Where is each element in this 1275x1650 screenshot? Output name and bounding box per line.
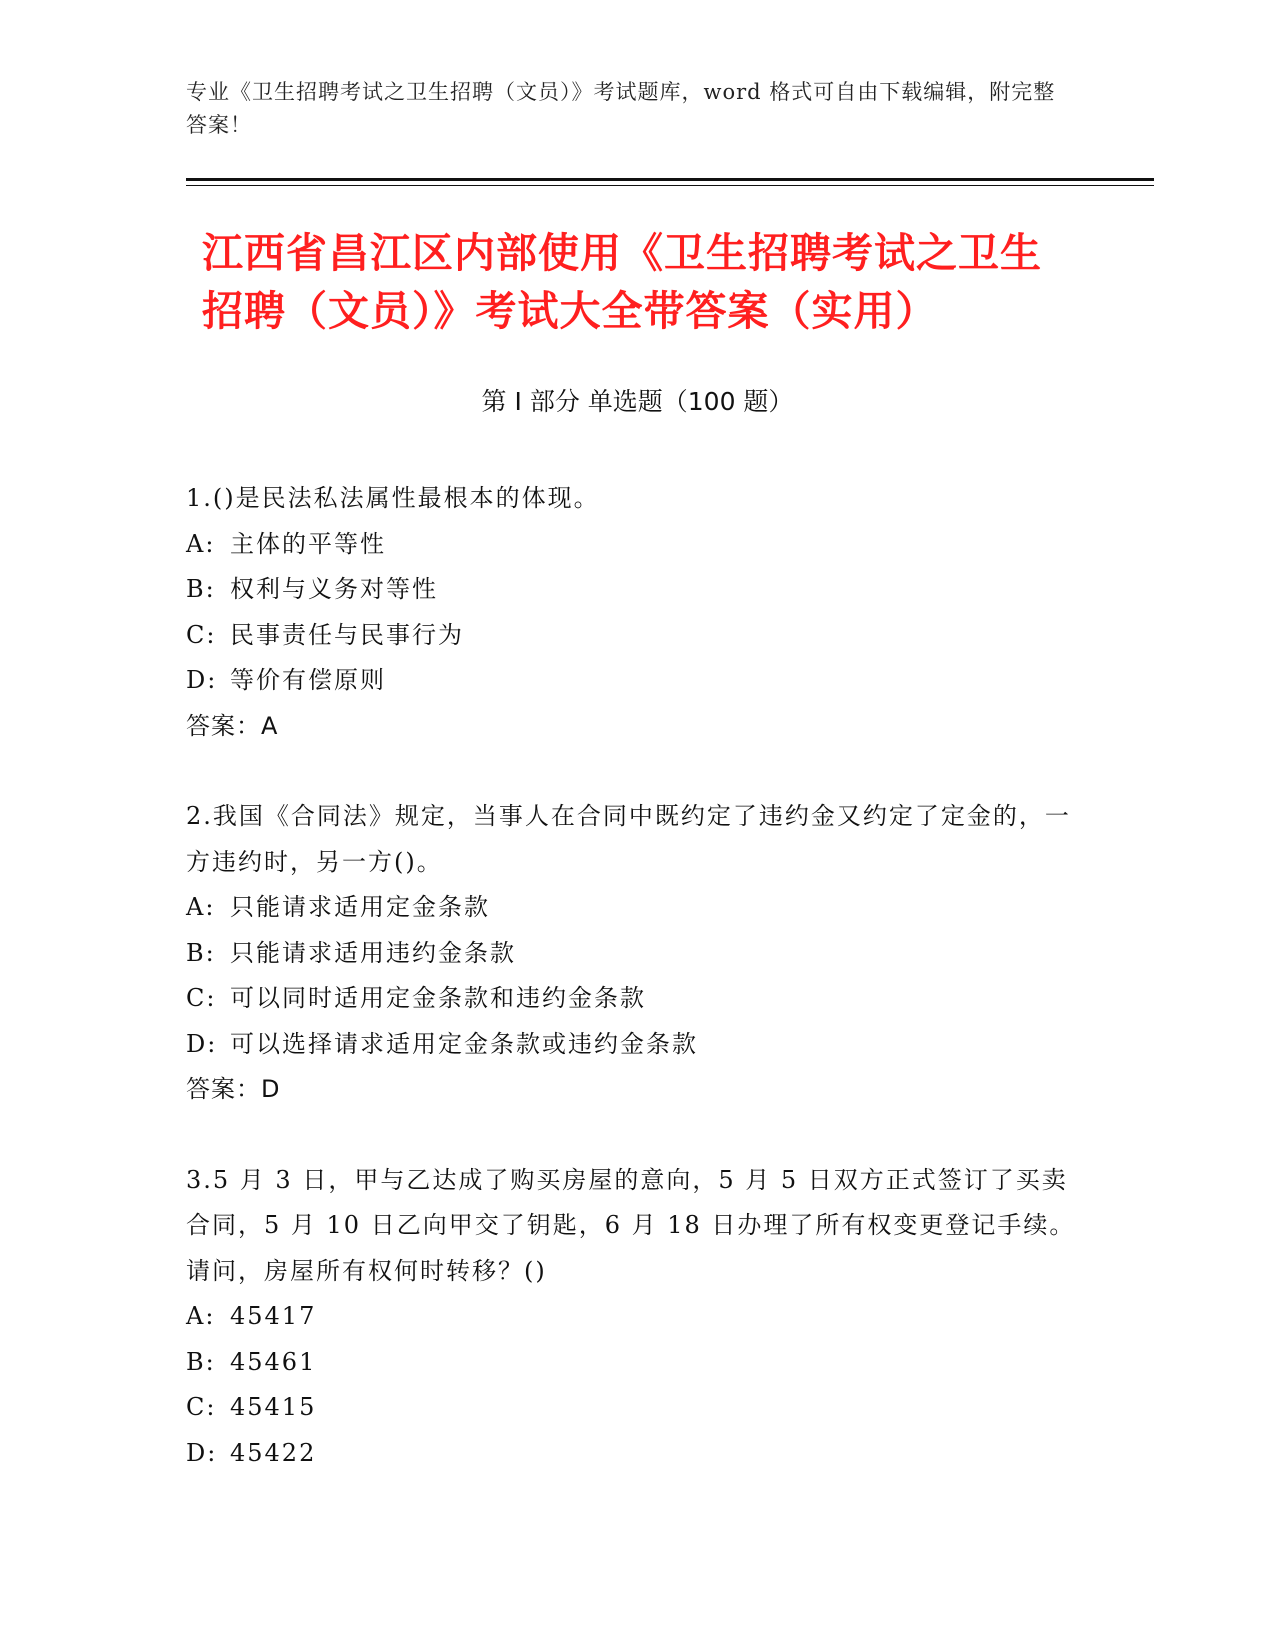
option-letter: B: <box>186 938 216 967</box>
question-list <box>186 476 1086 1521</box>
option-text: 等价有偿原则 <box>230 666 386 694</box>
option-letter: C: <box>186 984 217 1012</box>
option-d <box>186 658 1086 704</box>
option-a <box>186 1294 1086 1340</box>
option-letter: D: <box>186 1029 218 1058</box>
option-text: 45417 <box>230 1302 317 1330</box>
option-b <box>186 567 1086 613</box>
question-3 <box>186 1158 1086 1477</box>
option-c <box>186 613 1086 659</box>
option-letter: A: <box>186 893 216 921</box>
option-text: 45422 <box>230 1438 317 1467</box>
option-text: 主体的平等性 <box>230 529 386 558</box>
header-divider-thick <box>186 178 1154 181</box>
question-stem: 2.我国《合同法》规定，当事人在合同中既约定了违约金又约定了定金的，一方违约时，另一方()。 <box>186 802 1071 876</box>
document-title: 江西省昌江区内部使用《卫生招聘考试之卫生招聘（文员）》考试大全带答案（实用） <box>202 229 1042 335</box>
option-text: 45415 <box>230 1393 317 1421</box>
option-letter: B: <box>186 575 216 603</box>
option-b <box>186 1340 1086 1386</box>
option-letter: A: <box>186 529 216 558</box>
header-note: 专业《卫生招聘考试之卫生招聘（文员）》考试题库，word 格式可自由下载编辑，附完整答案！ <box>186 80 1056 137</box>
section-heading: 第 I 部分 单选题（100 题） <box>481 387 794 416</box>
option-b <box>186 931 1086 977</box>
question-1 <box>186 476 1086 749</box>
option-d <box>186 1431 1086 1477</box>
option-letter: B: <box>186 1347 216 1376</box>
option-c <box>186 1385 1086 1431</box>
answer-line: 答案：D <box>186 1075 281 1103</box>
header-divider-thin <box>186 185 1154 186</box>
option-letter: D: <box>186 666 218 694</box>
option-text: 只能请求适用违约金条款 <box>230 938 516 967</box>
option-letter: C: <box>186 1393 217 1421</box>
option-text: 权利与义务对等性 <box>230 575 438 603</box>
answer-line: 答案：A <box>186 711 279 740</box>
option-text: 可以同时适用定金条款和违约金条款 <box>230 984 646 1012</box>
option-letter: D: <box>186 1438 218 1467</box>
option-text: 45461 <box>230 1347 317 1376</box>
question-stem: 3.5 月 3 日，甲与乙达成了购买房屋的意向，5 月 5 日双方正式签订了买卖合同，5 月 10 日乙向甲交了钥匙，6 月 18 日办理了所有权变更登记手续。请问，房屋所有权何时转移？() <box>186 1165 1076 1285</box>
question-2 <box>186 794 1086 1113</box>
option-text: 可以选择请求适用定金条款或违约金条款 <box>230 1029 698 1058</box>
option-c <box>186 976 1086 1022</box>
option-letter: A: <box>186 1302 216 1330</box>
question-stem: 1.()是民法私法属性最根本的体现。 <box>186 484 600 512</box>
option-letter: C: <box>186 620 217 649</box>
option-a <box>186 522 1086 568</box>
option-text: 只能请求适用定金条款 <box>230 893 490 921</box>
option-text: 民事责任与民事行为 <box>230 620 464 649</box>
option-a <box>186 885 1086 931</box>
option-d <box>186 1022 1086 1068</box>
